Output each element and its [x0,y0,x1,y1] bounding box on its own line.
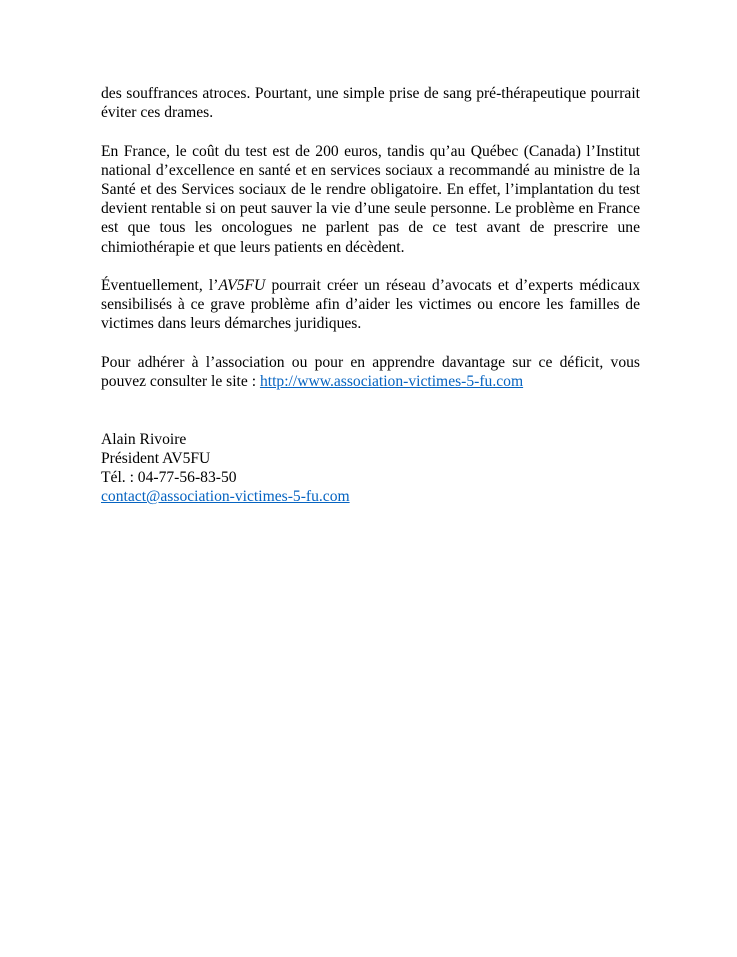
website-link[interactable]: http://www.association-victimes-5-fu.com [259,373,524,390]
paragraph-test-cost: En France, le coût du test est de 200 euros, tandis qu’au Québec (Canada) l’Institut national d’excellence en santé et en services sociaux a recommandé au ministre de la Santé et des Services sociaux de le rendre obligatoire. En effet, l’implantation du test devient rentable si on peut sauver la vie d’une seule personne. Le problème en France est que tous les oncologues ne parlent pas de ce test avant de prescrire une chimiothérapie et que leurs patients en décèdent. [101,142,640,256]
signatory-email-line [101,487,640,506]
signature-block [101,430,640,507]
document-body [101,84,640,506]
paragraph-join-association [101,353,640,391]
signatory-name: Alain Rivoire [101,430,187,448]
paragraph-av5fu-network [101,276,640,334]
paragraph-av5fu-network-start: Éventuellement, l’ [101,277,219,294]
paragraph-av5fu-network-rest: pourrait créer un réseau d’avocats et d’experts médicaux sensibilisés à ce grave problème afin d’aider les victimes ou encore les familles de victimes dans leurs démarches juridiques. [101,277,640,333]
signatory-title: Président AV5FU [101,449,211,467]
email-link[interactable]: contact@association-victimes-5-fu.com [101,488,350,506]
association-acronym: AV5FU [218,277,266,294]
signatory-phone: Tél. : 04-77-56-83-50 [101,469,237,486]
paragraph-intro-end: des souffrances atroces. Pourtant, une simple prise de sang pré-thérapeutique pourrait éviter ces drames. [101,85,640,122]
paragraph-join-text: Pour adhérer à l’association ou pour en apprendre davantage sur ce déficit, vous pouvez consulter le site : [101,353,640,390]
